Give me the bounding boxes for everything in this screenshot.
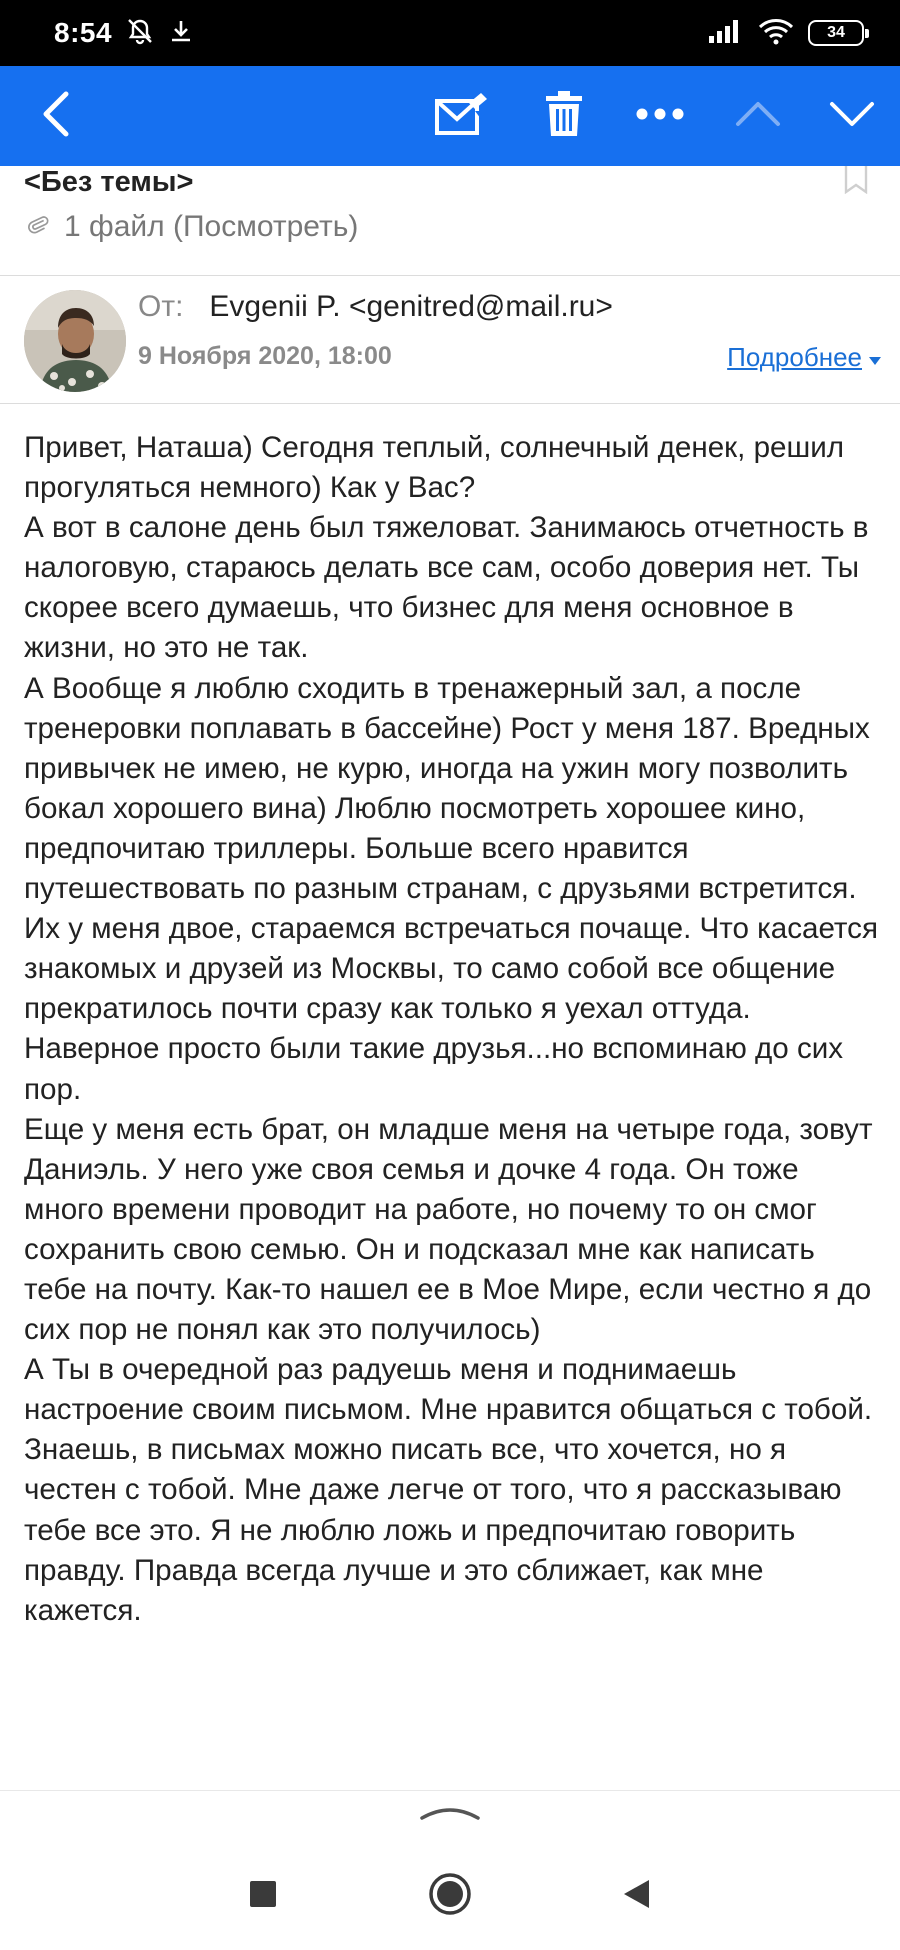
status-bar [0,0,900,66]
body-paragraph: А Вообще я люблю сходить в тренажерный зал, а после тренеровки поплавать в бассейне) Рост у меня 187. Вредных привычек не имею, не курю, иногда на ужин могу позволить бокал хорошего вина) Люблю посмотреть хорошее кино, предпочитаю триллеры. Больше всего нравится путешествовать по разным странам, с друзьями встретится. Их у меня двое, стараемся встречаться почаще. Что касается знакомых и друзей из Москвы, то само собой все общение прекратилось почти сразу как только я уехал оттуда. Наверное просто были такие друзья...но вспоминаю до сих пор. [24,671,878,1106]
bookmark-icon[interactable] [842,166,870,199]
avatar[interactable] [24,290,126,392]
home-button[interactable] [420,1866,480,1926]
back-icon [36,88,76,145]
from-row [138,290,613,324]
next-message-button[interactable] [804,66,900,166]
prev-icon [735,100,781,133]
prev-message-button[interactable] [710,66,806,166]
body-paragraph: А вот в салоне день был тяжеловат. Занимаюсь отчетность в налоговую, стараюсь делать все сам, особо доверия нет. Ты скорее всего думаешь, что бизнес для меня основное в жизни, но это не так. [24,511,869,665]
body-paragraph: Привет, Наташа) Сегодня теплый, солнечный денек, решил прогуляться немного) Как у Вас? [24,431,845,505]
caret-down-icon [868,342,882,373]
next-icon [829,100,875,133]
move-button[interactable] [414,66,510,166]
subject-section [0,166,900,276]
from-label: От: [138,290,184,323]
message-toolbar [0,66,900,166]
back-triangle-icon [621,1878,651,1915]
chevron-up-icon [418,1802,482,1827]
recents-button[interactable] [233,1866,293,1926]
attachment-label: 1 файл (Посмотреть) [64,210,359,243]
expand-handle[interactable] [0,1790,900,1838]
body-paragraph: А Ты в очередной раз радуешь меня и поднимаешь настроение своим письмом. Мне нравится общаться с тобой. Знаешь, в письмах можно писать все, что хочется, но я честен с тобой. Мне даже легче от того, что я рассказываю тебе все это. Я не люблю ложь и предпочитаю говорить правду. Правда всегда лучше и это сближает, как мне кажется. [24,1353,873,1627]
sender-address[interactable]: Evgenii P. <genitred@mail.ru> [209,290,613,323]
battery-level: 34 [827,24,845,41]
system-navbar [0,1840,900,1950]
delete-icon [544,90,584,143]
body-paragraph: Еще у меня есть брат, он младше меня на четыре года, зовут Даниэль. У него уже своя семья и дочке 4 года. Он тоже много времени проводит на работе, но почему то он смог сохранить свою семью. Он и подсказал мне как написать тебе на почту. Как-то нашел ее в Мое Мире, если честно я до сих пор не понял как это получилось) [24,1112,873,1347]
message-body [24,428,884,1631]
status-time: 8:54 [54,17,113,48]
back-button[interactable] [8,66,104,166]
home-icon [428,1872,472,1921]
mute-icon [126,17,154,50]
delete-button[interactable] [516,66,612,166]
more-icon [636,107,684,126]
more-button[interactable] [612,66,708,166]
battery-icon [808,20,864,46]
details-link[interactable] [727,342,882,373]
wifi-icon [758,17,794,50]
attachment-link[interactable] [26,210,358,244]
message-subject: <Без темы> [24,166,194,198]
recents-icon [249,1880,277,1913]
nav-back-button[interactable] [606,1866,666,1926]
message-date: 9 Ноября 2020, 18:00 [138,342,392,370]
move-icon [435,91,489,142]
details-label: Подробнее [727,342,862,372]
download-icon [168,18,194,49]
signal-icon [708,18,744,49]
paperclip-icon [26,210,50,244]
sender-section [0,276,900,404]
